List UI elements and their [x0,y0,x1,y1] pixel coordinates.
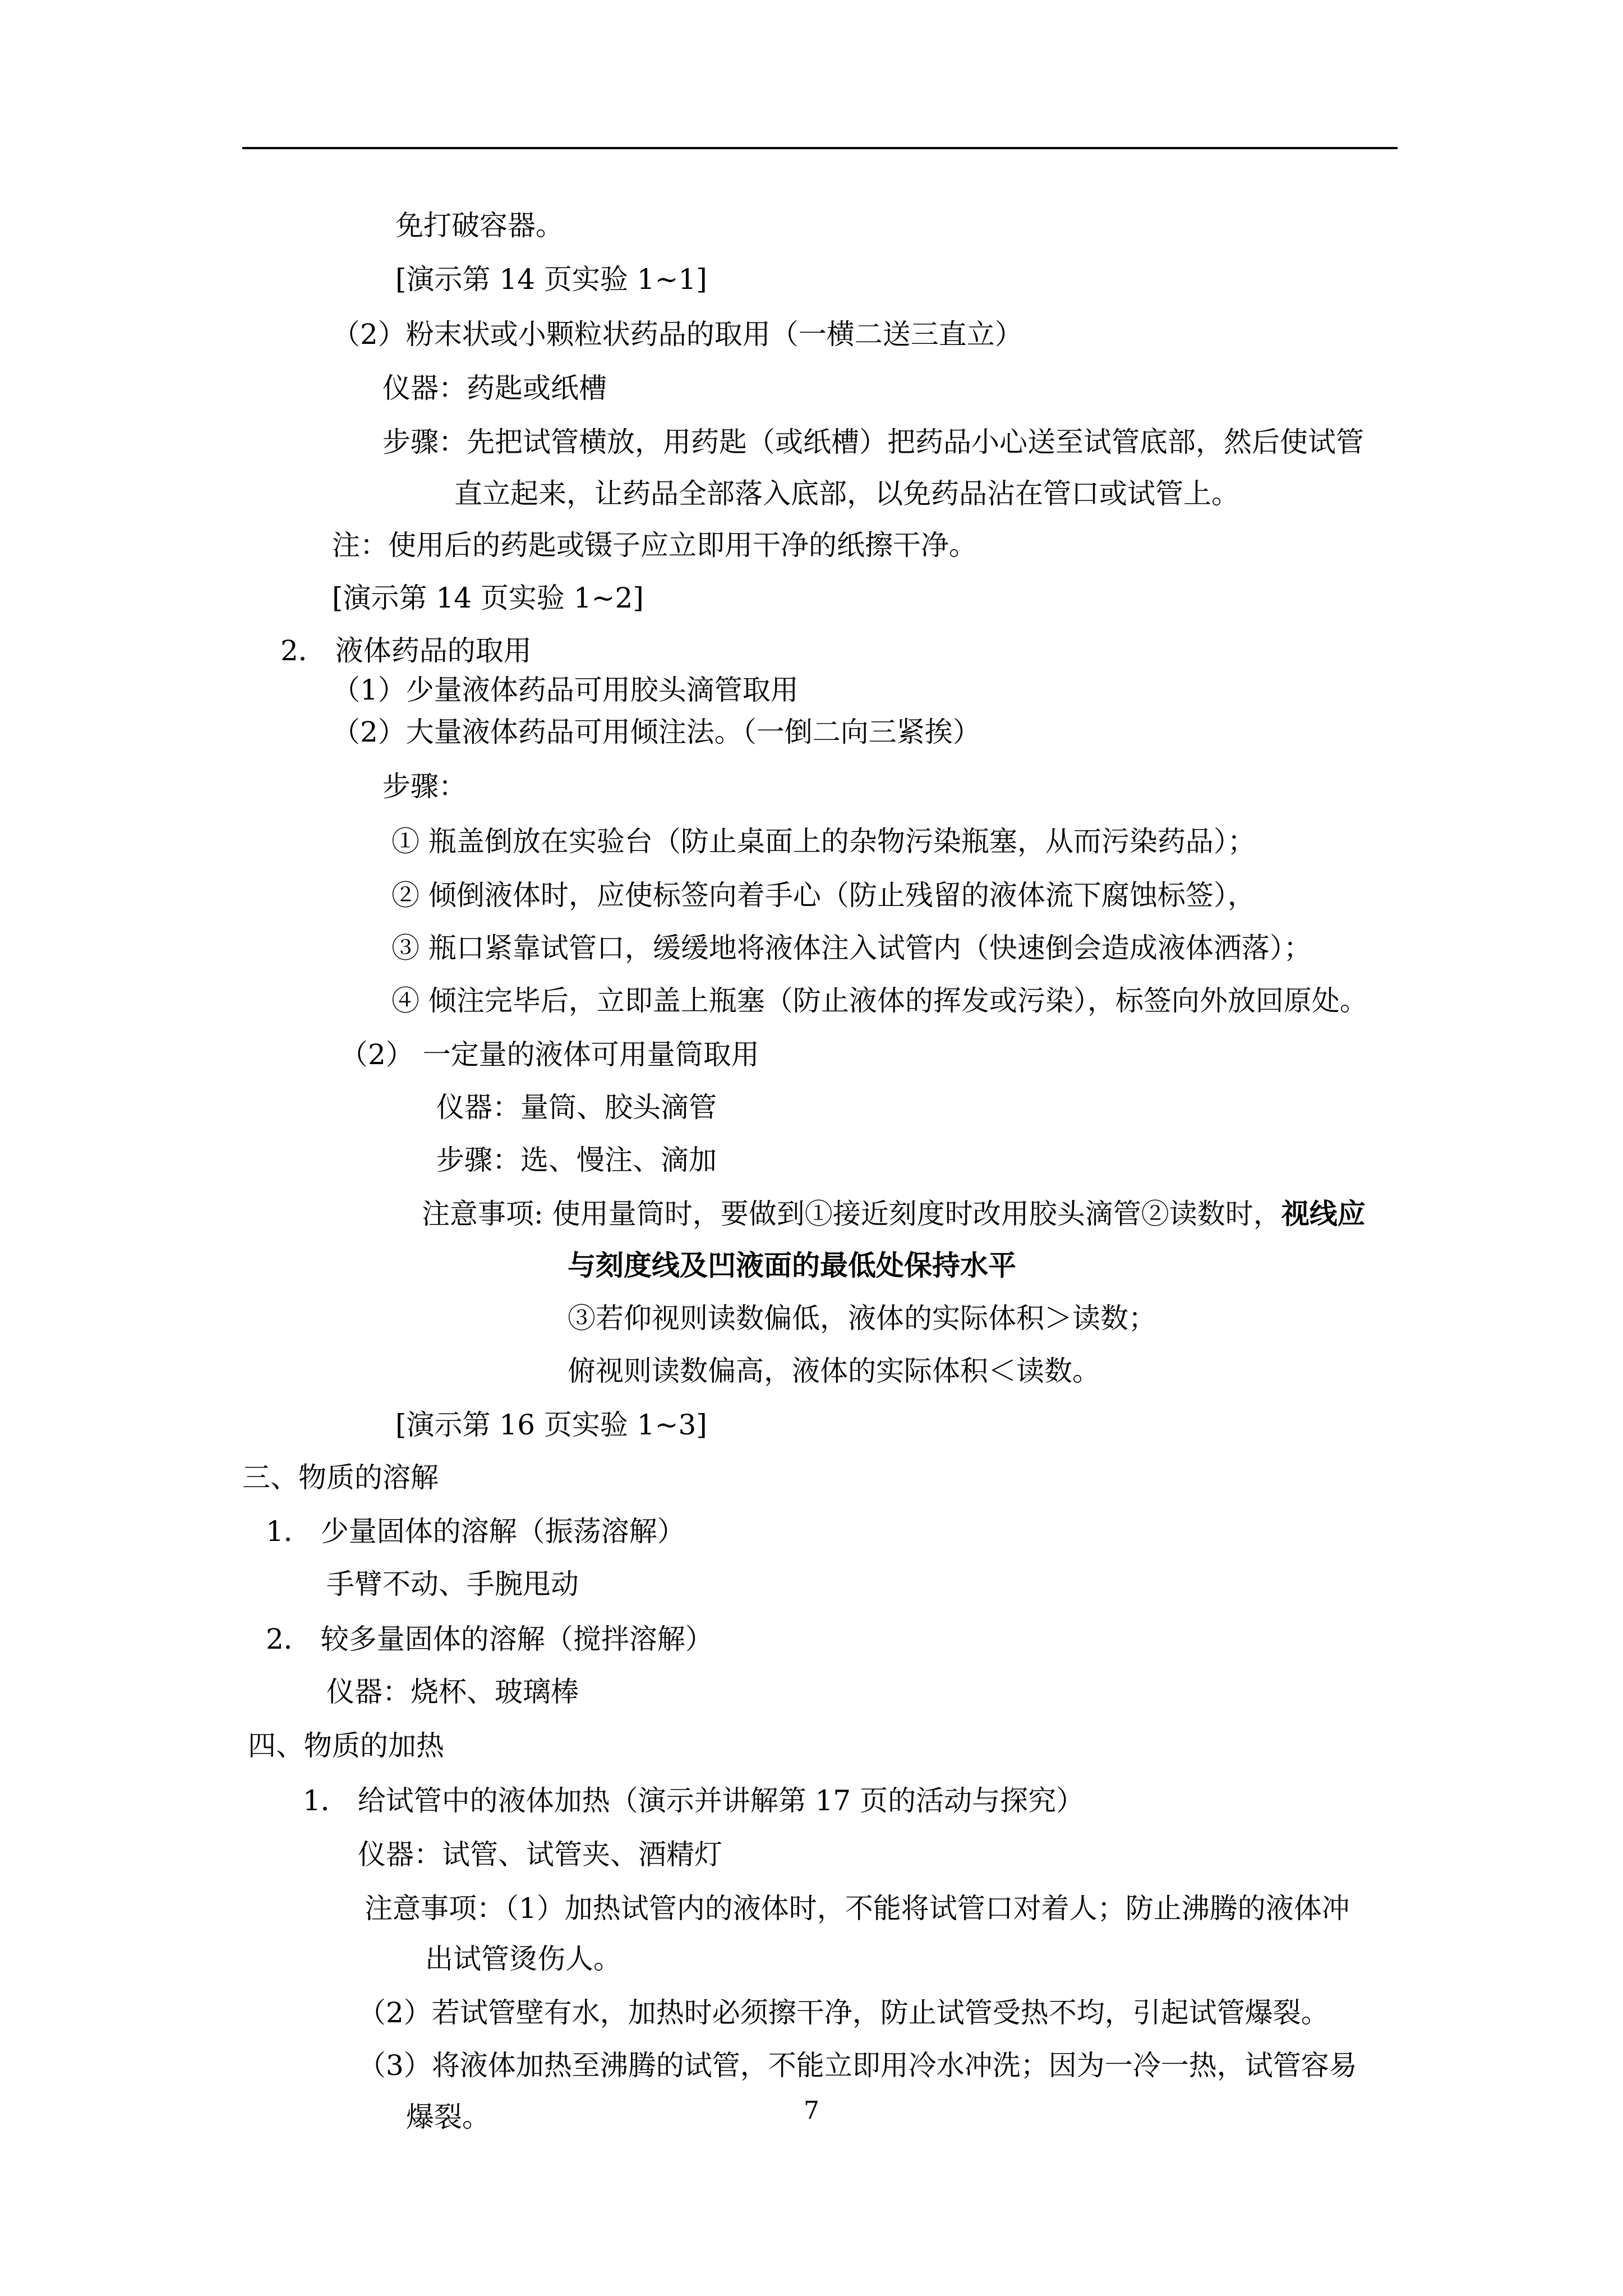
text-line: 直立起来，让药品全部落入底部，以免药品沾在管口或试管上。 [454,477,1239,510]
list-item: ④ 倾注完毕后，立即盖上瓶塞（防止液体的挥发或污染），标签向外放回原处。 [391,984,1368,1017]
section-heading: 2． 液体药品的取用 [280,634,532,667]
text-line: 仪器：量筒、胶头滴管 [436,1091,717,1124]
text-line: 注意事项：（1）加热试管内的液体时，不能将试管口对着人；防止沸腾的液体冲 [365,1892,1350,1925]
list-item: ③ 瓶口紧靠试管口，缓缓地将液体注入试管内（快速倒会造成液体洒落）； [391,932,1312,964]
text-line: （3）将液体加热至沸腾的试管，不能立即用冷水冲洗；因为一冷一热，试管容易 [358,2049,1357,2082]
text-line: [演示第 16 页实验 1~3] [395,1409,707,1441]
header-rule [242,147,1398,149]
text-line: 手臂不动、手腕甩动 [326,1568,579,1600]
text-line: 步骤：先把试管横放，用药匙（或纸槽）把药品小心送至试管底部，然后使试管 [382,426,1364,458]
text-line: 俯视则读数偏高，液体的实际体积＜读数。 [568,1355,1100,1387]
text-line: 免打破容器。 [395,209,564,242]
text-line: （2） 一定量的液体可用量筒取用 [340,1038,759,1071]
list-item: ② 倾倒液体时，应使标签向着手心（防止残留的液体流下腐蚀标签）， [391,879,1256,912]
text-line: [演示第 14 页实验 1~1] [395,263,707,296]
bold-text: 与刻度线及凹液面的最低处保持水平 [568,1249,1016,1282]
text-line: （2）若试管壁有水，加热时必须擦干净，防止试管受热不均，引起试管爆裂。 [358,1996,1329,2029]
section-heading: 1． 给试管中的液体加热（演示并讲解第 17 页的活动与探究） [303,1784,1085,1817]
text-line: 仪器：药匙或纸槽 [382,372,607,404]
text-line: 仪器：烧杯、玻璃棒 [326,1676,579,1708]
text-line: （2）粉末状或小颗粒状药品的取用（一横二送三直立） [332,318,1023,351]
section-heading: 四、物质的加热 [248,1729,444,1762]
note-text: 注意事项: 使用量筒时，要做到①接近刻度时改用胶头滴管②读数时， [422,1198,1281,1230]
list-item: ① 瓶盖倒放在实验台（防止桌面上的杂物污染瓶塞，从而污染药品）； [391,825,1256,858]
text-line: （2）大量液体药品可用倾注法。（一倒二向三紧挨） [332,716,981,748]
text-line: 步骤：选、慢注、滴加 [436,1144,717,1176]
text-line: 仪器：试管、试管夹、酒精灯 [358,1838,722,1871]
text-line [422,1197,1366,1231]
page-number: 7 [804,2096,819,2125]
section-heading: 1． 少量固体的溶解（振荡溶解） [266,1515,685,1548]
text-line: [演示第 14 页实验 1~2] [332,582,644,614]
text-line: 出试管烫伤人。 [425,1943,621,1975]
text-line: 注：使用后的药匙或镊子应立即用干净的纸擦干净。 [332,529,977,562]
bold-text: 视线应 [1281,1197,1366,1230]
section-heading: 三、物质的溶解 [242,1461,439,1494]
text-line: ③若仰视则读数偏低，液体的实际体积＞读数； [568,1302,1156,1335]
text-line: 步骤： [382,770,467,803]
text-line: （1）少量液体药品可用胶头滴管取用 [332,674,799,706]
section-heading: 2． 较多量固体的溶解（搅拌溶解） [266,1623,713,1655]
text-line: 爆裂。 [406,2101,490,2133]
